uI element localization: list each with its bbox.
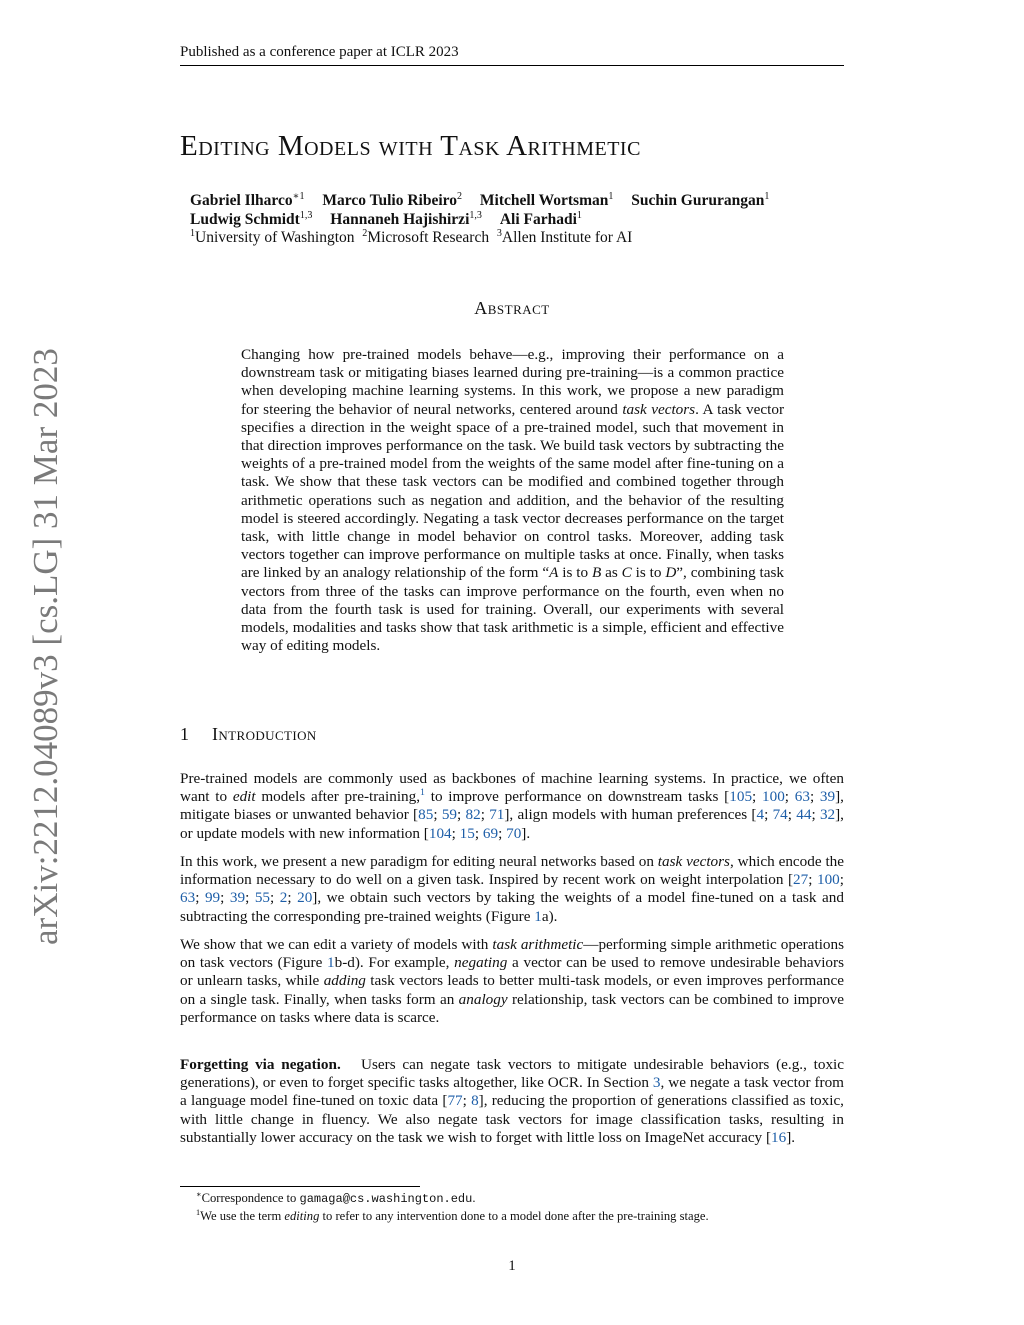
intro-paragraph-3: We show that we can edit a variety of models with task arithmetic—performing simple arithmetic operations on task vectors (Figure 1b-d). For example, negating a vector can be used to remove undesirable behaviors or unlearn tasks, while adding task vectors leads to better multi-task models, or even improves performance on a single task. Finally, when tasks form an analogy relationship, task vectors can be combined to improve performance on tasks where data is scarce. — [180, 936, 845, 1026]
citation-link[interactable]: 63 — [180, 889, 196, 907]
citation-link[interactable]: 104 — [428, 824, 452, 842]
citation-link[interactable]: 82 — [465, 806, 481, 824]
section-number: 1 — [180, 724, 190, 744]
citation-link[interactable]: 20 — [297, 889, 313, 907]
paragraph-heading: Forgetting via negation. — [180, 1056, 341, 1073]
author-block — [190, 192, 850, 248]
citation-link[interactable]: 55 — [254, 889, 270, 907]
footnote-rule — [180, 1186, 420, 1187]
citation-link[interactable]: 105 — [729, 788, 753, 806]
affiliation: Allen Institute for AI — [501, 229, 633, 246]
author-line-1 — [190, 192, 850, 211]
author-affil: 1,3 — [299, 209, 313, 221]
email-address: gamaga@cs.washington.edu — [299, 1192, 473, 1206]
author-affil: ∗1 — [292, 190, 305, 202]
affiliations-line: $^1$University of Washington $^2$Microsoft Research $^3$Allen Institute for AI — [190, 227, 633, 246]
citation-link[interactable]: 32 — [819, 806, 836, 824]
citation-link[interactable]: 44 — [796, 806, 812, 824]
citation-link[interactable]: 69 — [482, 824, 499, 842]
citation-link[interactable]: 39 — [229, 889, 246, 907]
author-affil: 1 — [576, 209, 582, 221]
forgetting-paragraph: Forgetting via negation. Users can negate task vectors to mitigate undesirable behaviors (e.g., toxic generations), or even to forget specific tasks altogether, like OCR. In Section 3, we negate a task vector from a language model fine-tuned on toxic data [77; 8], reducing the proportion of generations classified as toxic, with little change in fluency. We also negate task vectors for image classification tasks, resulting in substantially lower accuracy on the task we wish to forget with little loss on ImageNet accuracy [16]. — [180, 1056, 845, 1146]
citation-link[interactable]: 100 — [816, 871, 840, 889]
figure-link[interactable]: 1 — [327, 954, 335, 972]
author-name: Ali Farhadi — [499, 210, 577, 228]
affiliation: Microsoft Research — [367, 229, 490, 246]
footnote-editing: $^1$We use the term editing to refer to any intervention done to a model done after the pre-training stage. — [196, 1207, 709, 1223]
author-line-2 — [190, 211, 850, 230]
author-name: Ludwig Schmidt — [190, 210, 300, 228]
citation-link[interactable]: 100 — [762, 788, 785, 806]
citation-link[interactable]: 85 — [418, 806, 434, 824]
citation-link[interactable]: 99 — [204, 889, 221, 907]
author-name: Suchin Gururangan — [631, 192, 765, 209]
author-name: Marco Tulio Ribeiro — [322, 192, 458, 209]
author-affil: 1,3 — [469, 209, 482, 221]
abstract-text: Changing how pre-trained models behave—e.g., improving their performance on a downstream task or mitigating biases learned during pre-training—is a common practice when developing machine learning systems. In this work, we propose a new paradigm for steering the behavior of neural networks, centered around task vectors. A task vector specifies a direction in the weight space of a pre-trained model, such that movement in that direction improves performance on the task. We build task vectors by subtracting the weights of a pre-trained model from the weights of the same model after fine-tuning on a task. We show that these task vectors can be modified and combined together through arithmetic operations such as negation and addition, and the behavior of the resulting model is steered accordingly. Negating a task vector decreases performance on the target task, with little change in model behavior on control tasks. Moreover, adding task vectors together can improve performance on multiple tasks at once. Finally, when tasks are linked by an analogy relationship of the form “A is to B as C is to D”, combining task vectors from three of the tasks can improve performance on the fourth, even when no data from the fourth task is used for training. Overall, our experiments with several models, modalities and tasks show that task arithmetic is a simple, efficient and effective way of editing models. — [241, 346, 785, 655]
citation-link[interactable]: 63 — [794, 788, 810, 806]
footnote-correspondence: ∗Correspondence to gamaga@cs.washington.edu. — [196, 1189, 476, 1206]
citation-link[interactable]: 4 — [756, 806, 765, 824]
running-header: Published as a conference paper at ICLR 2023 — [180, 44, 844, 66]
author-name: Gabriel Ilharco — [190, 192, 293, 209]
citation-link[interactable]: 16 — [771, 1128, 787, 1146]
citation-link[interactable]: 70 — [506, 824, 522, 842]
section-heading — [180, 724, 317, 745]
intro-paragraph-1: Pre-trained models are commonly used as backbones of machine learning systems. In practice, we often want to edit models after pre-training,$^1$ to improve performance on downstream tasks [105; 100; 63; 39], mitigate biases or unwanted behavior [85; 59; 82; 71], align models with human preferences [4; 74; 44; 32], or update models with new information [104; 15; 69; 70]. — [180, 770, 844, 842]
citation-link[interactable]: 27 — [793, 871, 809, 889]
affiliation: University of Washington — [195, 229, 355, 246]
author-affil: 1 — [608, 190, 614, 202]
paper-title: Editing Models with Task Arithmetic — [180, 130, 641, 162]
intro-paragraph-2: In this work, we present a new paradigm for editing neural networks based on task vectors, which encode the information necessary to do well on a given task. Inspired by recent work on weight interpolation [27; 100; 63; 99; 39; 55; 2; 20], we obtain such vectors by taking the weights of a model fine-tuned on a task and subtracting the corresponding pre-trained weights (Figure 1a). — [180, 853, 844, 925]
citation-link[interactable]: 74 — [772, 806, 788, 824]
author-name: Hannaneh Hajishirzi — [330, 210, 470, 228]
citation-link[interactable]: 39 — [819, 788, 836, 806]
figure-link[interactable]: 1 — [534, 907, 542, 925]
section-link[interactable]: 3 — [652, 1074, 661, 1092]
arxiv-stamp: arXiv:2212.04089v3 [cs.LG] 31 Mar 2023 — [26, 348, 65, 945]
abstract-heading: Abstract — [474, 298, 550, 318]
page-number: 1 — [508, 1258, 516, 1274]
citation-link[interactable]: 2 — [279, 889, 288, 907]
footnote-ref[interactable]: 1 — [420, 787, 425, 799]
citation-link[interactable]: 8 — [471, 1092, 479, 1110]
section-title: Introduction — [212, 724, 317, 744]
citation-link[interactable]: 71 — [489, 806, 505, 824]
author-name: Mitchell Wortsman — [479, 192, 609, 209]
author-affil: 2 — [457, 190, 463, 202]
citation-link[interactable]: 77 — [447, 1092, 463, 1110]
citation-link[interactable]: 15 — [459, 824, 475, 842]
author-affil: 1 — [764, 190, 770, 202]
citation-link[interactable]: 59 — [441, 806, 457, 824]
